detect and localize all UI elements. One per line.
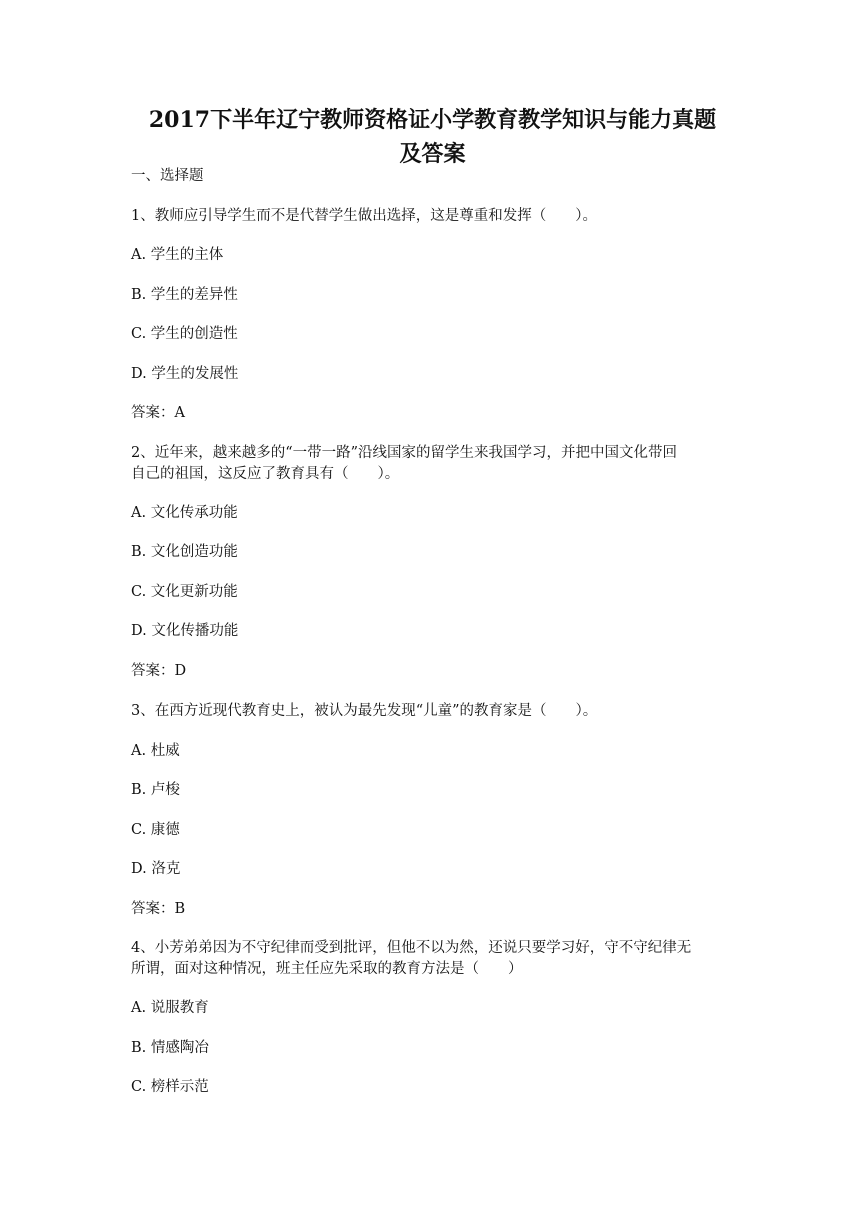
question-3-option-c: C. 康德: [131, 822, 180, 838]
question-3-option-d: D. 洛克: [131, 861, 181, 877]
question-1-option-b: B. 学生的差异性: [131, 287, 238, 303]
question-2-option-b: B. 文化创造功能: [131, 544, 238, 560]
question-1-option-c: C. 学生的创造性: [131, 326, 238, 342]
question-2-option-d: D. 文化传播功能: [131, 623, 239, 639]
document-title-line-1: 2017下半年辽宁教师资格证小学教育教学知识与能力真题: [148, 107, 717, 133]
question-2-option-a: A. 文化传承功能: [131, 505, 238, 521]
question-1-answer: 答案：A: [131, 405, 185, 421]
document-title-line-2: 及答案: [399, 141, 466, 167]
question-2-stem-line-1: 2、近年来，越来越多的“一带一路”沿线国家的留学生来我国学习，并把中国文化带回: [131, 445, 678, 461]
question-3-answer: 答案：B: [131, 901, 186, 917]
question-4-option-b: B. 情感陶冶: [131, 1040, 209, 1056]
question-4-stem-line-1: 4、小芳弟弟因为不守纪律而受到批评，但他不以为然，还说只要学习好，守不守纪律无: [131, 940, 692, 956]
question-2-stem-line-2: 自己的祖国，这反应了教育具有（ ）。: [131, 466, 400, 482]
section-heading: 一、选择题: [131, 168, 204, 184]
question-1-option-a: A. 学生的主体: [131, 247, 224, 263]
question-1-stem: 1、教师应引导学生而不是代替学生做出选择，这是尊重和发挥（ ）。: [131, 208, 597, 224]
question-2-answer: 答案：D: [131, 663, 187, 679]
question-4-option-a: A. 说服教育: [131, 1000, 209, 1016]
question-3-stem: 3、在西方近现代教育史上，被认为最先发现“儿童”的教育家是（ ）。: [131, 703, 598, 719]
question-1-option-d: D. 学生的发展性: [131, 366, 239, 382]
question-4-stem-line-2: 所谓，面对这种情况，班主任应先采取的教育方法是（ ）: [131, 961, 523, 977]
question-4-option-c: C. 榜样示范: [131, 1079, 209, 1095]
question-3-option-a: A. 杜威: [131, 743, 180, 759]
question-3-option-b: B. 卢梭: [131, 782, 180, 798]
question-2-option-c: C. 文化更新功能: [131, 584, 238, 600]
